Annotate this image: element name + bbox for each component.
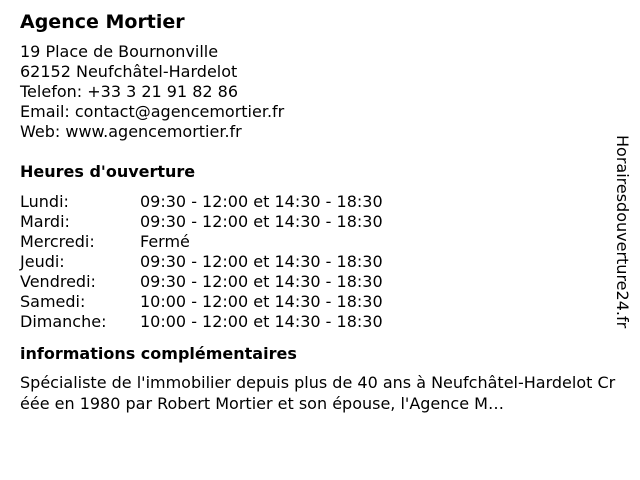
day-hours: 09:30 - 12:00 et 14:30 - 18:30 bbox=[140, 252, 383, 271]
day-hours: 09:30 - 12:00 et 14:30 - 18:30 bbox=[140, 192, 383, 211]
day-label: Vendredi: bbox=[20, 272, 96, 291]
business-card bbox=[20, 10, 616, 414]
day-label: Jeudi: bbox=[20, 252, 65, 271]
business-name: Agence Mortier bbox=[20, 11, 185, 33]
opening-hours-heading: Heures d'ouverture bbox=[20, 162, 196, 181]
hours-row-mercredi bbox=[20, 232, 610, 252]
business-description: Spécialiste de l'immobilier depuis plus de 40 ans à Neufchâtel-Hardelot Créée en 1980 par Robert Mortier et son épouse, l'Agence M… bbox=[20, 373, 616, 413]
contact-details bbox=[20, 42, 610, 142]
site-watermark: Horairesdouverture24.fr bbox=[613, 135, 632, 329]
hours-row-samedi bbox=[20, 292, 610, 312]
day-hours: Fermé bbox=[140, 232, 190, 251]
hours-row-mardi bbox=[20, 212, 610, 232]
address-street: 19 Place de Bournonville bbox=[20, 42, 219, 61]
hours-row-dimanche bbox=[20, 312, 610, 332]
day-hours: 10:00 - 12:00 et 14:30 - 18:30 bbox=[140, 312, 383, 331]
hours-row-vendredi bbox=[20, 272, 610, 292]
additional-info-heading: informations complémentaires bbox=[20, 344, 297, 363]
day-label: Mardi: bbox=[20, 212, 70, 231]
day-label: Dimanche: bbox=[20, 312, 107, 331]
day-hours: 09:30 - 12:00 et 14:30 - 18:30 bbox=[140, 272, 383, 291]
phone-number: Telefon: +33 3 21 91 82 86 bbox=[20, 82, 239, 101]
hours-row-lundi bbox=[20, 192, 610, 212]
day-label: Mercredi: bbox=[20, 232, 95, 251]
day-hours: 09:30 - 12:00 et 14:30 - 18:30 bbox=[140, 212, 383, 231]
hours-row-jeudi bbox=[20, 252, 610, 272]
day-hours: 10:00 - 12:00 et 14:30 - 18:30 bbox=[140, 292, 383, 311]
day-label: Samedi: bbox=[20, 292, 86, 311]
email-address: Email: contact@agencemortier.fr bbox=[20, 102, 285, 121]
address-city: 62152 Neufchâtel-Hardelot bbox=[20, 62, 238, 81]
opening-hours-table bbox=[20, 192, 610, 332]
website-address: Web: www.agencemortier.fr bbox=[20, 122, 242, 141]
day-label: Lundi: bbox=[20, 192, 69, 211]
